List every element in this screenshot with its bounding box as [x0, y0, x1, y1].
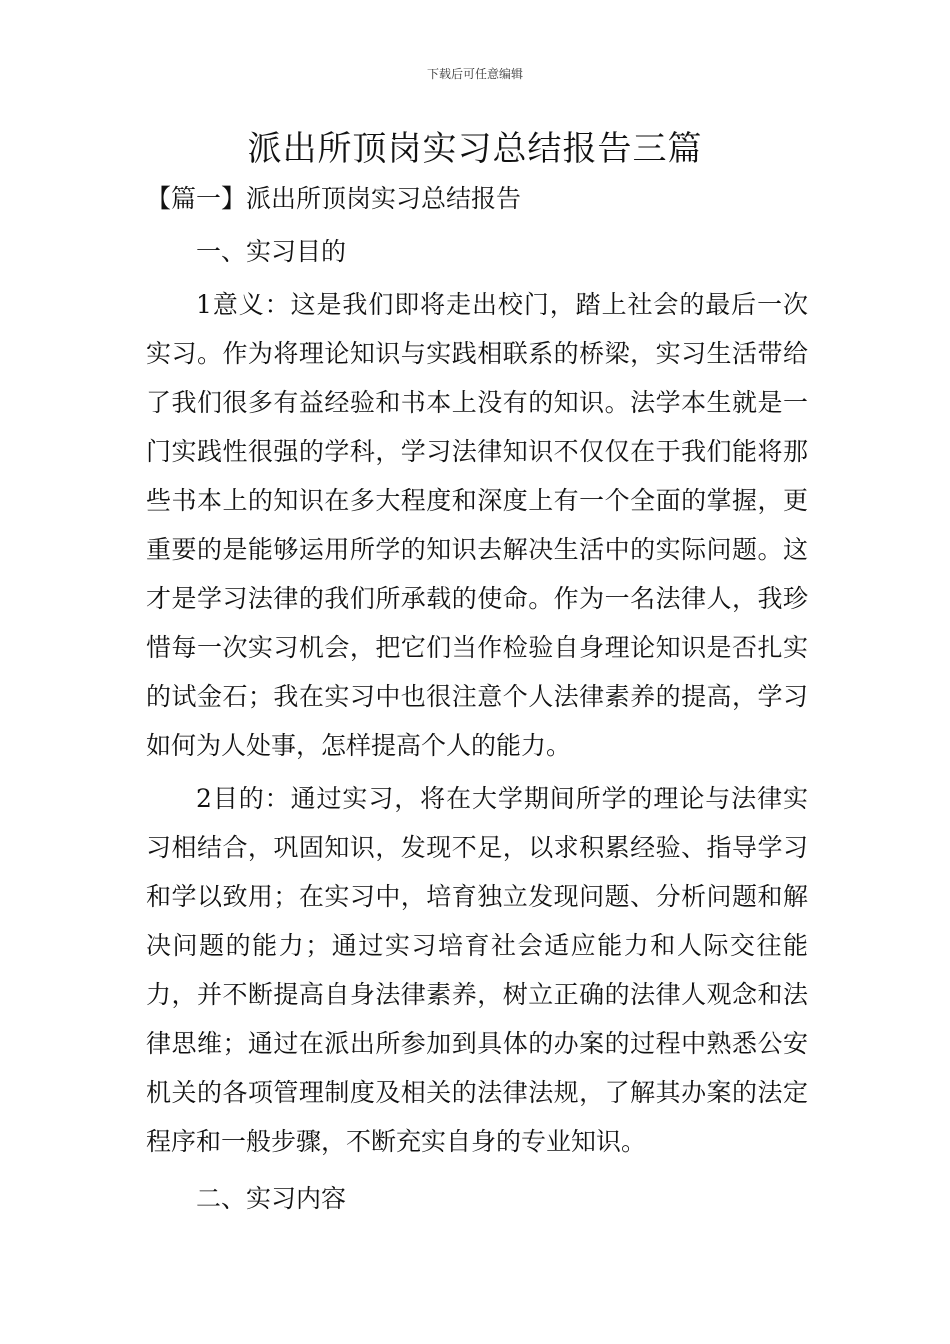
paragraph-purpose: 2目的：通过实习，将在大学期间所学的理论与法律实习相结合，巩固知识，发现不足，以求积累经验、指导学习和学以致用；在实习中，培育独立发现问题、分析问题和解决问题的能力；通过实习培育社会适应能力和人际交往能力，并不断提高自身法律素养，树立正确的法律人观念和法律思维；通过在派出所参加到具体的办案的过程中熟悉公安机关的各项管理制度及相关的法律法规，了解其办案的法定程序和一般步骤，不断充实自身的专业知识。 [146, 784, 808, 1156]
section-heading: 【篇一】派出所顶岗实习总结报告 [146, 184, 522, 213]
subheading-purpose: 一、实习目的 [196, 237, 347, 266]
header-note: 下载后可任意编辑 [426, 67, 523, 81]
document-title: 派出所顶岗实习总结报告三篇 [247, 129, 703, 169]
paragraph-meaning: 1意义：这是我们即将走出校门，踏上社会的最后一次实习。作为将理论知识与实践相联系的桥梁，实习生活带给了我们很多有益经验和书本上没有的知识。法学本生就是一门实践性很强的学科，学习法律知识不仅仅在于我们能将那些书本上的知识在多大程度和深度上有一个全面的掌握，更重要的是能够运用所学的知识去解决生活中的实际问题。这才是学习法律的我们所承载的使命。作为一名法律人，我珍惜每一次实习机会，把它们当作检验自身理论知识是否扎实的试金石；我在实习中也很注意个人法律素养的提高，学习如何为人处事，怎样提高个人的能力。 [146, 290, 808, 760]
document-body [146, 174, 808, 1227]
subheading-content: 二、实习内容 [196, 1184, 347, 1213]
